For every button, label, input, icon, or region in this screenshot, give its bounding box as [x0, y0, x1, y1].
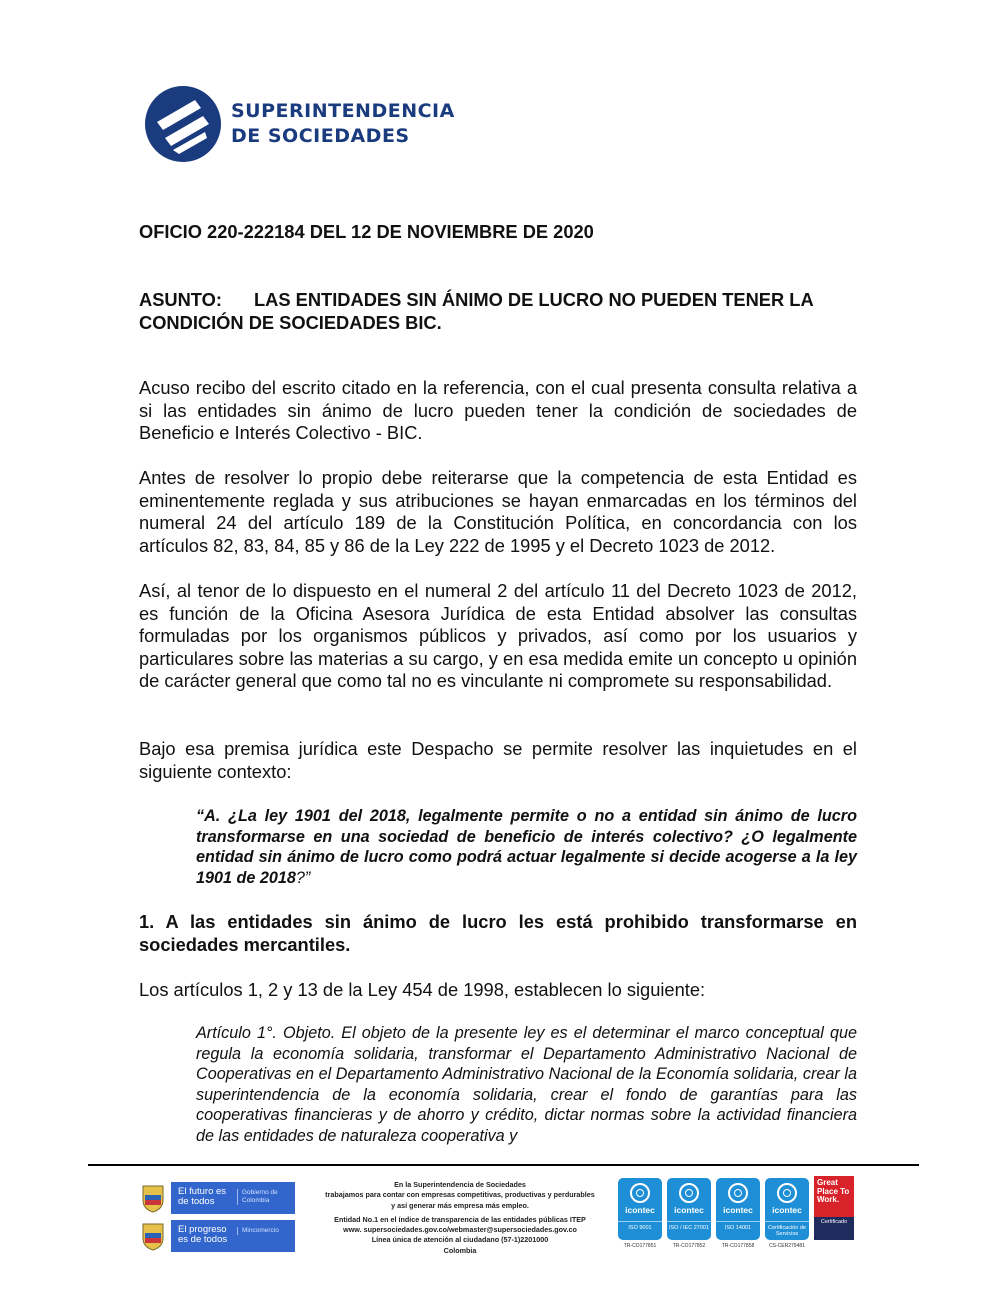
asunto-text: LAS ENTIDADES SIN ÁNIMO DE LUCRO NO PUEDEN TENER LA CONDICIÓN DE SOCIEDADES BIC.	[139, 289, 813, 333]
paragraph-1: Acuso recibo del escrito citado en la referencia, con el cual presenta consulta relativa a si las entidades sin ánimo de lucro pueden tener la condición de sociedades de Beneficio e Interés Colectivo - BIC.	[139, 377, 857, 444]
gptw-text: Great Place To Work.	[817, 1178, 850, 1205]
question-tail: ?”	[295, 868, 311, 887]
cert-brand: icontec	[723, 1205, 753, 1215]
gptw-certified: Certificado	[814, 1217, 854, 1240]
icontec-cert-badge	[765, 1178, 809, 1240]
cert-brand: icontec	[674, 1205, 704, 1215]
gov-logo-title: El futuro es de todos	[178, 1186, 227, 1207]
paragraph-2: Antes de resolver lo propio debe reiterarse que la competencia de esta Entidad es eminentemente reglada y sus atribuciones se hayan enmarcadas en los términos del numeral 24 del artículo 189 de la Constitución Política, en concordancia con los artículos 82, 83, 84, 85 y 86 de la Ley 222 de 1995 y el Decreto 1023 de 2012.	[139, 467, 857, 556]
footer-line: Colombia	[443, 1245, 477, 1255]
superintendencia-logo	[143, 82, 473, 166]
icontec-icon	[679, 1183, 699, 1203]
footer-website: www. supersociedades.gov.co/webmaster@supersociedades.gov.co	[343, 1225, 577, 1235]
logo-line-1: SUPERINTENDENCIA	[231, 100, 455, 122]
gov-logo-title: El progreso es de todos	[178, 1224, 228, 1245]
logo-line-2: DE SOCIEDADES	[231, 125, 410, 147]
question-text: “A. ¿La ley 1901 del 2018, legalmente permite o no a entidad sin ánimo de lucro transformarse en una sociedad de beneficio de interés colectivo? ¿O legalmente entidad sin ánimo de lucro como podrá actuar legalmente si decide acogerse a la ley 1901 de 2018	[196, 807, 857, 887]
paragraph-4: Bajo esa premisa jurídica este Despacho se permite resolver las inquietudes en el siguiente contexto:	[139, 738, 857, 782]
footer-text	[305, 1180, 615, 1256]
icontec-icon	[630, 1183, 650, 1203]
icontec-icon	[777, 1183, 797, 1203]
asunto	[139, 288, 857, 334]
cert-label: ISO / IEC 27001	[667, 1221, 711, 1231]
footer-line: Línea única de atención al ciudadano (57-1)2201000	[371, 1235, 549, 1245]
footer-divider	[88, 1164, 919, 1166]
footer-line: y así generar más empresa más empleo.	[391, 1200, 529, 1210]
footer-line: trabajamos para contar con empresas competitivas, productivas y perdurables	[325, 1190, 595, 1200]
gov-logo-futuro	[139, 1182, 295, 1214]
cert-brand: icontec	[625, 1205, 655, 1215]
icontec-cert-badge	[716, 1178, 760, 1240]
gov-logo-sub: Gobierno de Colombia	[237, 1189, 297, 1205]
icontec-icon	[728, 1183, 748, 1203]
cert-brand: icontec	[772, 1205, 802, 1215]
icontec-cert-badge	[618, 1178, 662, 1240]
cert-label: Certificación de Servicios	[765, 1221, 809, 1237]
footer-line: En la Superintendencia de Sociedades	[394, 1180, 526, 1189]
footer-line: Entidad No.1 en el índice de transparencia de las entidades públicas ITEP	[334, 1214, 586, 1224]
paragraph-law: Los artículos 1, 2 y 13 de la Ley 454 de 1998, establecen lo siguiente:	[139, 979, 706, 1000]
paragraph-3: Así, al tenor de lo dispuesto en el numeral 2 del artículo 11 del Decreto 1023 de 2012, es función de la Oficina Asesora Jurídica de esta Entidad absolver las consultas formuladas por los organismos públicos y privados, así como por los usuarios y particulares sobre las materias a su cargo, y en esa medida emite un concepto u opinión de carácter general que como tal no es vinculante ni compromete su responsabilidad.	[139, 580, 857, 692]
question-quote	[196, 806, 857, 888]
article-quote: Artículo 1°. Objeto. El objeto de la presente ley es el determinar el marco conceptual que regula la economía solidaria, transformar el Departamento Administrativo Nacional de Cooperativas en el Departamento Administrativo Nacional de la Economía solidaria, crear la superintendencia de la economía solidaria, crear el fondo de garantías para las cooperativas financieras y de ahorro y crédito, dictar normas sobre la actividad financiera de las entidades de naturaleza cooperativa y	[196, 1024, 857, 1145]
logo-emblem-icon	[143, 82, 223, 166]
oficio-title: OFICIO 220-222184 DEL 12 DE NOVIEMBRE DE 2020	[139, 221, 594, 242]
cert-code: TR-CO177852	[672, 1243, 706, 1249]
asunto-label: ASUNTO:	[139, 289, 222, 310]
cert-code: TR-CO177858	[721, 1243, 755, 1249]
great-place-to-work-badge	[814, 1176, 854, 1240]
cert-label: ISO 9001	[618, 1221, 662, 1231]
cert-label: ISO 14001	[716, 1221, 760, 1231]
icontec-cert-badge	[667, 1178, 711, 1240]
gov-logo-progreso	[139, 1220, 295, 1252]
colombia-shield-icon	[139, 1182, 167, 1214]
section-heading-1: 1. A las entidades sin ánimo de lucro les está prohibido transformarse en sociedades mercantiles.	[139, 911, 857, 955]
colombia-shield-icon	[139, 1220, 167, 1252]
gov-logo-sub: Mincomercio	[237, 1227, 297, 1235]
cert-code: CS-CER279481	[769, 1243, 805, 1249]
cert-code: TR-CO177851	[623, 1243, 657, 1249]
